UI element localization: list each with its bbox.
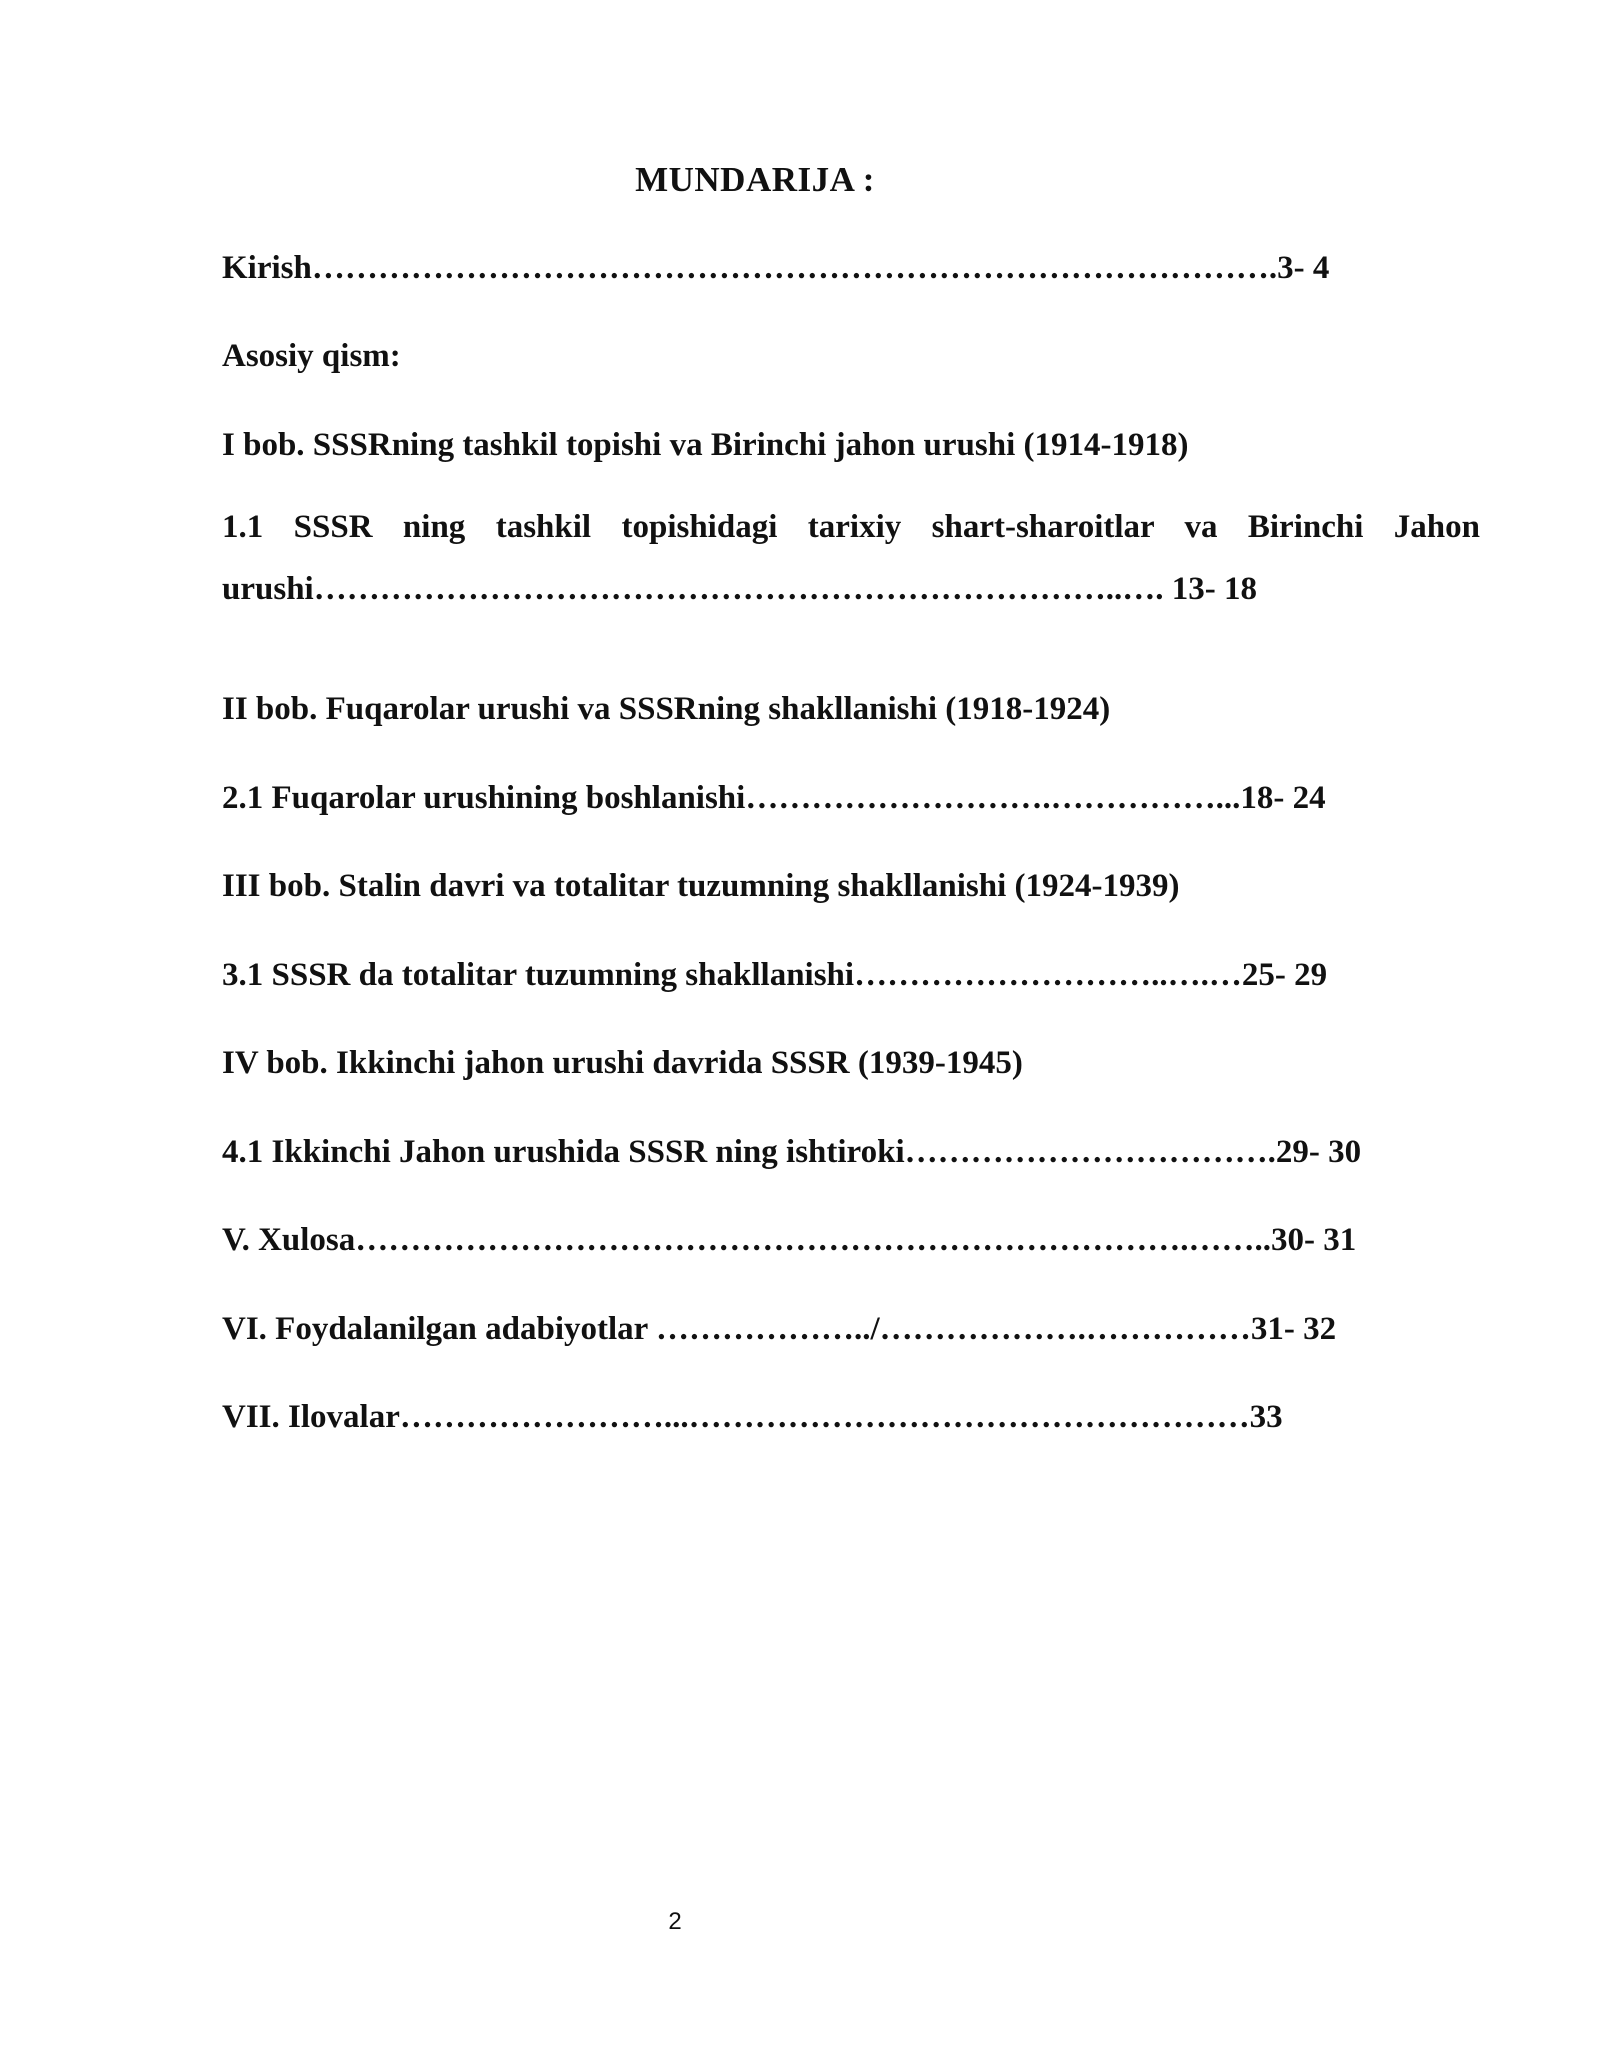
toc-entry-text: IV bob. Ikkinchi jahon urushi davrida SSSR (1939-1945) — [222, 1045, 1023, 1081]
toc-entry-xulosa — [222, 1220, 1480, 1260]
toc-entry-asosiy-qism — [222, 336, 1480, 376]
toc-entry-text: III bob. Stalin davri va totalitar tuzumning shakllanishi (1924-1939) — [222, 868, 1180, 904]
toc-entry-text: 3.1 SSSR da totalitar tuzumning shakllanishi………………………..….…25- 29 — [222, 957, 1328, 993]
toc-entry-section-3-1 — [222, 955, 1480, 995]
toc-entry-text: 1.1 SSSR ning tashkil topishidagi tarixiy shart-sharoitlar va Birinchi Jahon urushi………………………………………………………………..…. 13- 18 — [222, 509, 1480, 607]
toc-entry-text: I bob. SSSRning tashkil topishi va Birinchi jahon urushi (1914-1918) — [222, 427, 1189, 463]
page-number: 2 — [668, 1908, 682, 1935]
toc-entry-chapter-1 — [222, 425, 1480, 465]
toc-entry-section-4-1 — [222, 1132, 1480, 1172]
toc-entry-adabiyotlar — [222, 1309, 1480, 1349]
toc-entry-chapter-4 — [222, 1043, 1480, 1083]
toc-entry-text: Asosiy qism: — [222, 338, 401, 374]
toc-entry-ilovalar — [222, 1397, 1480, 1437]
toc-entry-section-2-1 — [222, 778, 1480, 818]
toc-entry-section-1-1 — [222, 496, 1480, 626]
toc-entry-text: 2.1 Fuqarolar urushining boshlanishi……………………….……………...18- 24 — [222, 780, 1326, 816]
toc-entry-text: V. Xulosa………………………………………………………………….……..30- 31 — [222, 1222, 1357, 1258]
toc-entry-text: 4.1 Ikkinchi Jahon urushida SSSR ning ishtiroki…………………………….29- 30 — [222, 1134, 1362, 1170]
toc-entry-kirish — [222, 248, 1480, 288]
toc-entry-chapter-2 — [222, 689, 1480, 729]
toc-entry-text: Kirish…………………………………………………………………………….3- 4 — [222, 250, 1330, 286]
toc-entry-text: VI. Foydalanilgan adabiyotlar ………………../……………….……………31- 32 — [222, 1311, 1337, 1347]
toc-entry-text: VII. Ilovalar……………………...……………………………………………33 — [222, 1399, 1283, 1435]
toc-title: MUNDARIJA : — [635, 160, 875, 199]
toc-entry-text: II bob. Fuqarolar urushi va SSSRning shakllanishi (1918-1924) — [222, 691, 1111, 727]
toc-entry-chapter-3 — [222, 866, 1480, 906]
